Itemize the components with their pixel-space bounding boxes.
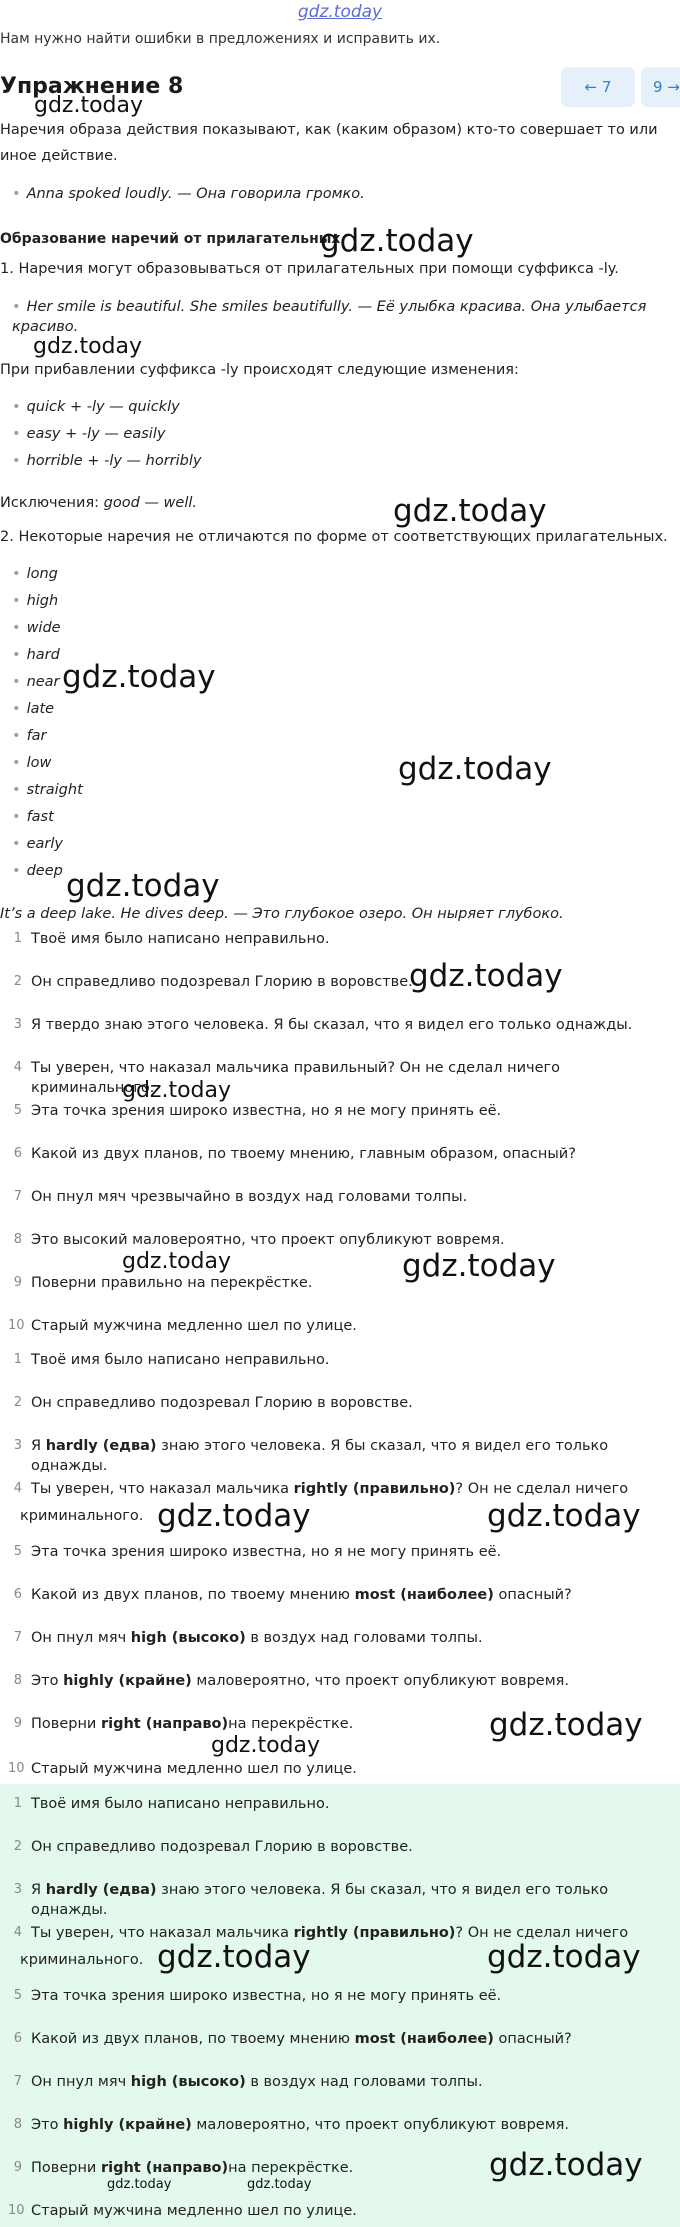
answer-word: rightly (правильно) (293, 1481, 456, 1497)
same-form-item (12, 699, 54, 719)
row-number: 1 (13, 931, 22, 946)
bullet-dot: • (12, 782, 21, 798)
text-part: Какой из двух планов, по твоему мнению (31, 2031, 355, 2047)
text-part: Какой из двух планов, по твоему мнению (31, 1587, 355, 1603)
bullet-dot: • (12, 701, 21, 717)
same-form-item (12, 726, 47, 746)
text-part: Это (31, 2117, 64, 2133)
row-number: 6 (13, 1587, 22, 1602)
row-number: 4 (13, 1481, 22, 1496)
exceptions (0, 490, 197, 516)
row-text: Твоё имя было написано неправильно. (31, 1796, 330, 1812)
watermark: gdz.today (33, 334, 143, 359)
row-number: 9 (13, 2160, 22, 2175)
answer-word: highly (крайне) (63, 1673, 192, 1689)
same-form-text: near (26, 674, 60, 690)
row-number: 10 (8, 1761, 25, 1776)
bullet-dot: • (12, 399, 21, 415)
watermark: gdz.today (122, 1249, 232, 1274)
text-part: Это (31, 1673, 64, 1689)
row-text: Твоё имя было написано неправильно. (31, 1352, 330, 1368)
row-text: Эта точка зрения широко известна, но я не могу принять её. (31, 1988, 502, 2004)
same-form-item (12, 861, 63, 881)
row-number: 2 (13, 1395, 22, 1410)
text-part: знаю этого человека. Я бы сказал, что я видел его только однажды. (31, 1438, 609, 1474)
watermark: gdz.today (247, 2177, 312, 2192)
row-number: 5 (13, 1988, 22, 2003)
watermark: gdz.today (402, 1248, 556, 1284)
example-deep: It’s a deep lake. He dives deep. — Это глубокое озеро. Он ныряет глубоко. (0, 906, 564, 922)
bullet-dot: • (12, 674, 21, 690)
watermark: gdz.today (122, 1078, 232, 1103)
row-text: Поверни правильно на перекрёстке. (31, 1275, 313, 1291)
row-text: Эта точка зрения широко известна, но я не могу принять её. (31, 1544, 502, 1560)
same-form-item (12, 618, 61, 638)
text-part: в воздух над головами толпы. (245, 1630, 483, 1646)
row-text: Какой из двух планов, по твоему мнению, главным образом, опасный? (31, 1146, 576, 1162)
row-number: 6 (13, 1146, 22, 1161)
row-text (31, 1585, 676, 1605)
theory-subheading: Образование наречий от прилагательных (0, 231, 341, 247)
text-part: в воздух над головами толпы. (245, 2074, 483, 2090)
watermark: gdz.today (409, 958, 563, 994)
change-item (12, 451, 201, 471)
row-number: 9 (13, 1275, 22, 1290)
example-text: Anna spoked loudly. — Она говорила громко. (26, 186, 365, 202)
bullet-dot: • (12, 863, 21, 879)
row-text: Он пнул мяч чрезвычайно в воздух над головами толпы. (31, 1189, 468, 1205)
same-form-item (12, 645, 60, 665)
row-number: 3 (13, 1438, 22, 1453)
rule-1: 1. Наречия могут образовываться от прилагательных при помощи суффикса -ly. (0, 261, 619, 277)
watermark: gdz.today (489, 2147, 643, 2183)
row-number: 4 (13, 1925, 22, 1940)
example-item (12, 297, 662, 337)
watermark: gdz.today (107, 2177, 172, 2192)
text-part: Он пнул мяч (31, 1630, 131, 1646)
row-text: Я твердо знаю этого человека. Я бы сказал, что я видел его только однажды. (31, 1017, 633, 1033)
row-number: 2 (13, 1839, 22, 1854)
row-text: Он справедливо подозревал Глорию в воровстве. (31, 1395, 413, 1411)
row-text (31, 1479, 676, 1499)
bullet-dot: • (12, 186, 21, 202)
same-form-text: high (26, 593, 59, 609)
bullet-dot: • (12, 728, 21, 744)
answer-word: high (высоко) (130, 1630, 246, 1646)
change-text: horrible + -ly — horribly (26, 453, 202, 469)
same-form-item (12, 780, 83, 800)
same-form-item (12, 807, 54, 827)
row-number: 10 (8, 2203, 25, 2218)
same-form-text: long (26, 566, 58, 582)
text-part: Я (31, 1882, 46, 1898)
text-part: на перекрёстке. (228, 1716, 354, 1732)
watermark: gdz.today (489, 1707, 643, 1743)
text-part: на перекрёстке. (228, 2160, 354, 2176)
answer-word: high (высоко) (130, 2074, 246, 2090)
watermark: gdz.today (398, 751, 552, 787)
row-text: Старый мужчина медленно шел по улице. (31, 1318, 357, 1334)
answer-word: hardly (едва) (45, 1438, 157, 1454)
text-part: Ты уверен, что наказал мальчика (31, 1481, 294, 1497)
intro-text: Нам нужно найти ошибки в предложениях и исправить их. (0, 31, 441, 47)
same-form-item (12, 753, 51, 773)
bullet-dot: • (12, 566, 21, 582)
row-text (31, 2029, 676, 2049)
watermark: gdz.today (157, 1939, 311, 1975)
answer-word: hardly (едва) (45, 1882, 157, 1898)
row-number: 8 (13, 1232, 22, 1247)
row-number: 7 (13, 1630, 22, 1645)
row-text (31, 2115, 676, 2135)
row-text: Это высокий маловероятно, что проект опубликуют вовремя. (31, 1232, 505, 1248)
row-text (31, 1628, 676, 1648)
change-item (12, 424, 165, 444)
row-text (31, 2072, 676, 2092)
watermark: gdz.today (66, 868, 220, 904)
row-number: 2 (13, 974, 22, 989)
prev-exercise-button[interactable]: ← 7 (561, 67, 635, 107)
row-number: 1 (13, 1352, 22, 1367)
same-form-text: wide (26, 620, 61, 636)
change-text: easy + -ly — easily (26, 426, 166, 442)
text-part: ? Он не сделал ничего (455, 1925, 629, 1941)
row-text (31, 1671, 676, 1691)
row-number: 9 (13, 1716, 22, 1731)
watermark: gdz.today (487, 1939, 641, 1975)
row-text: Старый мужчина медленно шел по улице. (31, 2203, 357, 2219)
bullet-dot: • (12, 647, 21, 663)
row-number: 3 (13, 1017, 22, 1032)
exercise-title: Упражнение 8 (0, 74, 184, 99)
row-number: 5 (13, 1544, 22, 1559)
text-part: опасный? (493, 1587, 572, 1603)
row-text: Он справедливо подозревал Глорию в воровстве. (31, 974, 413, 990)
watermark: gdz.today (62, 659, 216, 695)
row-text: Ты уверен, что наказал мальчика правильный? Он не сделал ничего криминального. (31, 1060, 560, 1096)
watermark: gdz.today (320, 223, 474, 259)
text-part: Поверни (31, 2160, 101, 2176)
site-logo[interactable]: gdz.today (297, 2, 383, 22)
row-number: 6 (13, 2031, 22, 2046)
example-item (12, 184, 365, 204)
change-item (12, 397, 180, 417)
same-form-text: early (26, 836, 63, 852)
exceptions-value: good — well. (103, 495, 197, 511)
text-part: Поверни (31, 1716, 101, 1732)
row-text: Он справедливо подозревал Глорию в воровстве. (31, 1839, 413, 1855)
same-form-text: fast (26, 809, 54, 825)
watermark: gdz.today (211, 1733, 321, 1758)
row-number: 3 (13, 1882, 22, 1897)
exceptions-label: Исключения: (0, 495, 100, 511)
same-form-text: low (26, 755, 52, 771)
same-form-text: straight (26, 782, 83, 798)
row-number: 7 (13, 2074, 22, 2089)
watermark: gdz.today (487, 1498, 641, 1534)
answer-word: right (направо) (100, 2160, 229, 2176)
row-text (31, 1880, 676, 1920)
row-number: 7 (13, 1189, 22, 1204)
theory-paragraph: Наречия образа действия показывают, как (каким образом) кто-то совершает то или иное действие. (0, 122, 658, 164)
same-form-item (12, 591, 58, 611)
row-text: криминального. (20, 1952, 144, 1968)
answer-word: most (наиболее) (354, 1587, 494, 1603)
bullet-dot: • (12, 426, 21, 442)
row-number: 5 (13, 1103, 22, 1118)
row-number: 1 (13, 1796, 22, 1811)
same-form-text: far (26, 728, 47, 744)
answer-word: most (наиболее) (354, 2031, 494, 2047)
rule-2: 2. Некоторые наречия не отличаются по форме от соответствующих прилагательных. (0, 529, 668, 545)
next-exercise-button[interactable]: 9 → (641, 67, 680, 107)
text-part: маловероятно, что проект опубликуют вовремя. (191, 2117, 569, 2133)
text-part: ? Он не сделал ничего (455, 1481, 629, 1497)
text-part: знаю этого человека. Я бы сказал, что я видел его только однажды. (31, 1882, 609, 1918)
row-number: 8 (13, 2117, 22, 2132)
watermark: gdz.today (34, 93, 144, 118)
row-text: Твоё имя было написано неправильно. (31, 931, 330, 947)
text-part: Он пнул мяч (31, 2074, 131, 2090)
bullet-dot: • (12, 453, 21, 469)
bullet-dot: • (12, 809, 21, 825)
example-text: Her smile is beautiful. She smiles beautifully. — Её улыбка красива. Она улыбается красиво. (12, 299, 647, 335)
row-text: криминального. (20, 1508, 144, 1524)
text-part: Я (31, 1438, 46, 1454)
same-form-text: deep (26, 863, 63, 879)
watermark: gdz.today (157, 1498, 311, 1534)
row-number: 10 (8, 1318, 25, 1333)
row-text: Старый мужчина медленно шел по улице. (31, 1761, 357, 1777)
text-part: маловероятно, что проект опубликуют вовремя. (191, 1673, 569, 1689)
same-form-text: late (26, 701, 55, 717)
same-form-item (12, 834, 63, 854)
answer-word: rightly (правильно) (293, 1925, 456, 1941)
changes-text: При прибавлении суффикса -ly происходят следующие изменения: (0, 362, 519, 378)
same-form-item (12, 564, 58, 584)
same-form-item (12, 672, 60, 692)
row-text (31, 1436, 676, 1476)
answer-word: highly (крайне) (63, 2117, 192, 2133)
text-part: Ты уверен, что наказал мальчика (31, 1925, 294, 1941)
bullet-dot: • (12, 755, 21, 771)
row-number: 4 (13, 1060, 22, 1075)
answer-word: right (направо) (100, 1716, 229, 1732)
text-part: опасный? (493, 2031, 572, 2047)
change-text: quick + -ly — quickly (26, 399, 180, 415)
bullet-dot: • (12, 593, 21, 609)
row-number: 8 (13, 1673, 22, 1688)
bullet-dot: • (12, 299, 21, 315)
bullet-dot: • (12, 836, 21, 852)
watermark: gdz.today (393, 493, 547, 529)
row-text: Эта точка зрения широко известна, но я не могу принять её. (31, 1103, 502, 1119)
same-form-text: hard (26, 647, 60, 663)
bullet-dot: • (12, 620, 21, 636)
